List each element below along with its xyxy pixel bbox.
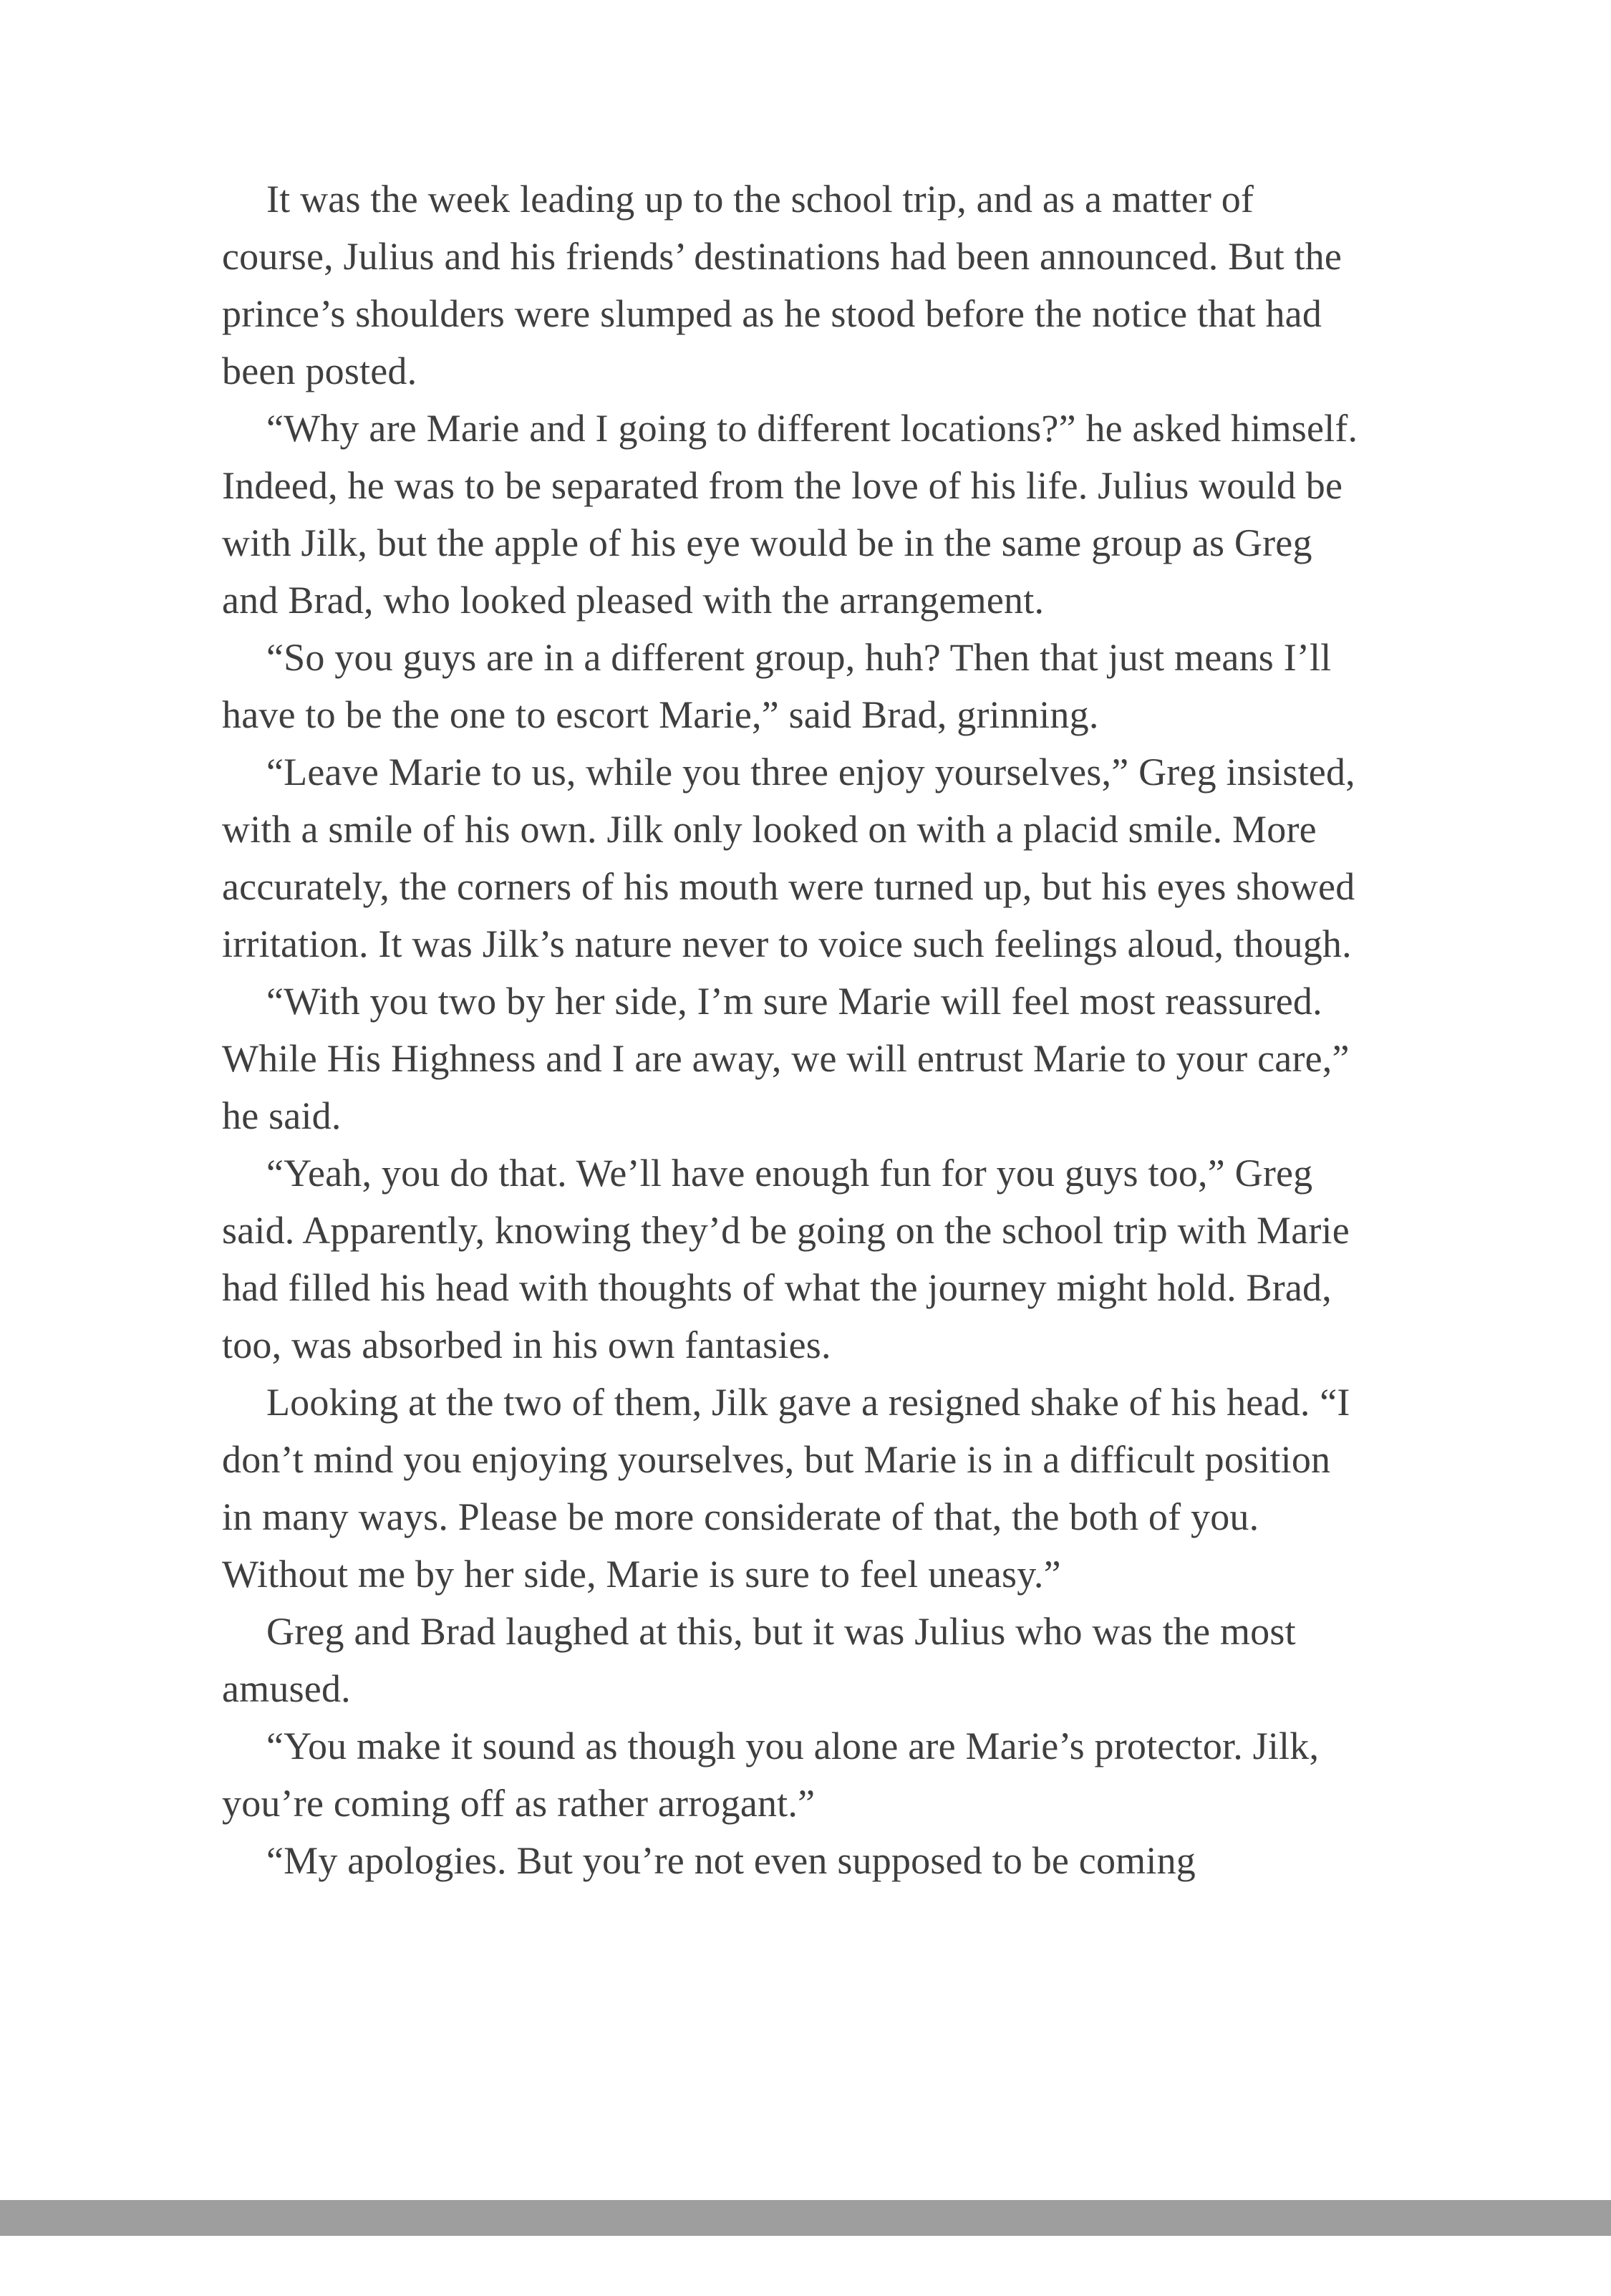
paragraph: “With you two by her side, I’m sure Marie will feel most reassured. While His Highness and I are away, we will entrust Marie to your care,” he said. [222, 980, 1350, 1137]
paragraph: “You make it sound as though you alone are Marie’s protector. Jilk, you’re coming off as rather arrogant.” [222, 1725, 1320, 1825]
paragraph: “My apologies. But you’re not even supposed to be coming [266, 1839, 1196, 1882]
paragraph: “So you guys are in a different group, huh? Then that just means I’ll have to be the one to escort Marie,” said Brad, grinning. [222, 636, 1332, 736]
paragraph: “Why are Marie and I going to different locations?” he asked himself. Indeed, he was to be separated from the love of his life. Julius would be with Jilk, but the apple of his eye would be in the same group as Greg and Brad, who looked pleased with the arrangement. [222, 407, 1358, 622]
paragraph: “Leave Marie to us, while you three enjoy yourselves,” Greg insisted, with a smile of his own. Jilk only looked on with a placid smile. More accurately, the corners of his mouth were turned up, but his eyes showed irritation. It was Jilk’s nature never to voice such feelings aloud, though. [222, 751, 1355, 965]
paragraph: Looking at the two of them, Jilk gave a resigned shake of his head. “I don’t mind you enjoying yourselves, but Marie is in a difficult position in many ways. Please be more considerate of that, the both of you. Without me by her side, Marie is sure to feel uneasy.” [222, 1381, 1350, 1596]
page-text [222, 170, 1360, 1889]
paragraph: Greg and Brad laughed at this, but it was Julius who was the most amused. [222, 1610, 1296, 1710]
bottom-bar [0, 2200, 1611, 2236]
paragraph: It was the week leading up to the school trip, and as a matter of course, Julius and his friends’ destinations had been announced. But the prince’s shoulders were slumped as he stood before the notice that had been posted. [222, 178, 1342, 392]
paragraph: “Yeah, you do that. We’ll have enough fun for you guys too,” Greg said. Apparently, knowing they’d be going on the school trip with Marie had filled his head with thoughts of what the journey might hold. Brad, too, was absorbed in his own fantasies. [222, 1152, 1350, 1366]
